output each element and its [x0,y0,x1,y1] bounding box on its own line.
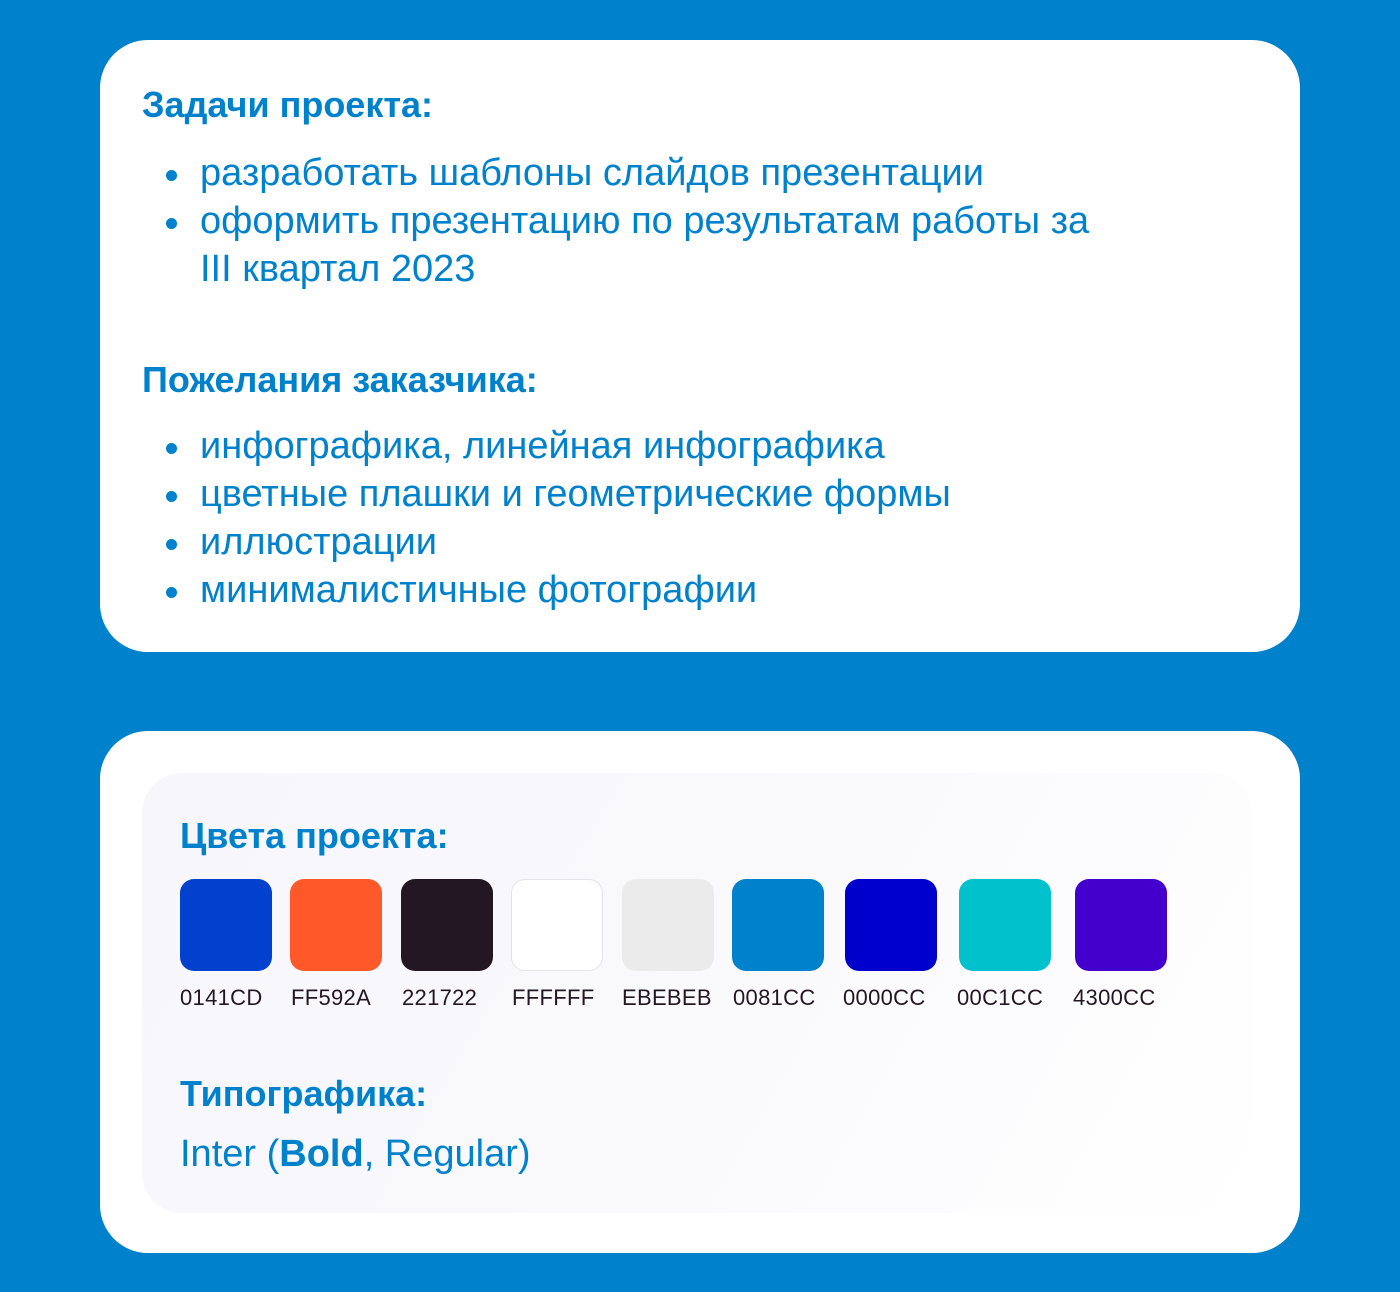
color-code: 4300CC [1073,985,1156,1010]
list-item [100,149,1100,197]
task-text: оформить презентацию по результатам работы за III квартал 2023 [200,200,1090,290]
color-code: 0000CC [843,985,926,1010]
color-code: EBEBEB [622,985,712,1010]
typography-heading: Типографика: [180,1073,428,1114]
color-swatch [290,879,382,971]
bullet-icon [166,491,177,502]
wish-text: иллюстрации [200,521,437,563]
color-swatch [732,879,824,971]
font-weight-regular: , Regular) [363,1133,531,1175]
bullet-icon [166,218,177,229]
color-code: 0081CC [733,985,816,1010]
bullet-icon [166,587,177,598]
font-name: Inter ( [180,1133,280,1175]
tasks-heading: Задачи проекта: [142,84,433,125]
wish-text: цветные плашки и геометрические формы [200,473,951,515]
wish-text: минималистичные фотографии [200,569,758,611]
color-code: 0141CD [180,985,263,1010]
wishes-heading: Пожелания заказчика: [142,359,538,400]
wishes-list [100,422,1100,614]
project-brief-card [100,40,1300,652]
style-guide-card [100,731,1300,1253]
list-item [100,422,1100,470]
typography-fonts [180,1131,531,1177]
color-code: FFFFFF [512,985,595,1010]
color-swatch [622,879,714,971]
color-palette [180,879,1200,1019]
color-swatch [511,879,603,971]
task-text: разработать шаблоны слайдов презентации [200,152,984,194]
bullet-icon [166,170,177,181]
list-item [100,566,1100,614]
color-swatch [959,879,1051,971]
list-item [100,470,1100,518]
list-item [100,518,1100,566]
colors-heading: Цвета проекта: [180,815,449,856]
font-weight-bold: Bold [279,1133,364,1175]
color-code: 221722 [402,985,478,1010]
color-code: FF592A [291,985,372,1010]
color-swatch [401,879,493,971]
bullet-icon [166,539,177,550]
list-item [100,197,1100,293]
bullet-icon [166,443,177,454]
wish-text: инфографика, линейная инфографика [200,425,885,467]
color-code: 00C1CC [957,985,1044,1010]
tasks-list [100,149,1100,293]
color-swatch [1075,879,1167,971]
color-swatch [180,879,272,971]
color-swatch [845,879,937,971]
